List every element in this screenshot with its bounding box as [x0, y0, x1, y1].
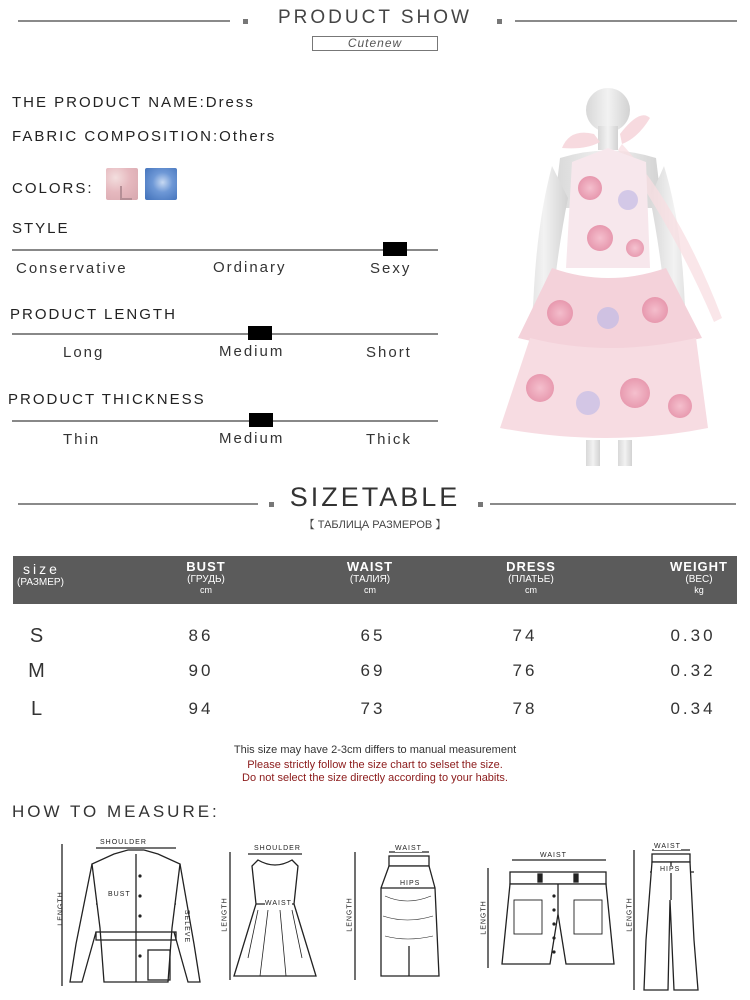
scale-option-medium: Medium: [219, 343, 285, 360]
scale-option-conservative: Conservative: [16, 260, 128, 277]
scale-line-length: [12, 333, 438, 335]
size-warning-2: Do not select the size directly according to your habits.: [242, 772, 508, 784]
cell-dress: 76: [512, 661, 538, 680]
cell-dress: 78: [512, 699, 538, 718]
cell-bust: 94: [188, 699, 214, 718]
shorts-waist-label: WAIST: [540, 852, 567, 859]
skirt-waist-label: WAIST: [395, 845, 422, 852]
scale-option-medium-thickness: Medium: [219, 430, 285, 447]
cell-size: M: [28, 660, 48, 682]
scale-line-style: [12, 249, 438, 251]
header-dot-right: [497, 19, 502, 24]
pants-waist-label: WAIST: [654, 843, 681, 850]
scale-option-thick: Thick: [366, 431, 412, 448]
jacket-bust-label: BUST: [108, 891, 131, 898]
pants-measure-diagram: [624, 840, 704, 996]
col-waist: WAIST (ТАЛИЯ) cm: [346, 559, 394, 595]
sizetable-dot-right: [478, 502, 483, 507]
shorts-length-label: LENGTH: [480, 900, 488, 935]
cell-dress: 74: [512, 626, 538, 645]
how-to-measure-title: HOW TO MEASURE:: [12, 802, 220, 821]
col-dress: DRESS (ПЛАТЬЕ) cm: [506, 559, 556, 595]
scale-title-style: STYLE: [12, 220, 70, 237]
color-swatch-pink[interactable]: [106, 168, 138, 200]
jacket-sleeve-label: SELEVE: [183, 909, 191, 944]
scale-title-thickness: PRODUCT THICKNESS: [8, 391, 206, 408]
cell-weight: 0.34: [670, 699, 716, 718]
jacket-length-label: LENGTH: [57, 891, 65, 926]
scale-marker-style: [383, 242, 407, 256]
scale-option-ordinary: Ordinary: [213, 259, 287, 276]
cell-bust: 86: [188, 626, 214, 645]
scale-title-length: PRODUCT LENGTH: [10, 306, 177, 323]
dress-shoulder-label: SHOULDER: [254, 845, 301, 852]
skirt-hips-label: HIPS: [400, 880, 421, 887]
col-weight: WEIGHT (ВЕС) kg: [670, 559, 728, 595]
col-size: size (РАЗМЕР): [17, 561, 64, 588]
size-warning-1: Please strictly follow the size chart to selset the size.: [247, 759, 503, 771]
scale-option-long: Long: [63, 344, 105, 361]
page-title: PRODUCT SHOW: [278, 7, 472, 28]
scale-line-thickness: [12, 420, 438, 422]
measurement-note: This size may have 2-3cm differs to manual measurement: [233, 744, 517, 756]
col-bust: BUST (ГРУДЬ) cm: [186, 559, 226, 595]
product-name: THE PRODUCT NAME:Dress: [12, 94, 255, 111]
jacket-measure-diagram: [52, 836, 222, 992]
brand-label: Cutenew: [312, 36, 438, 51]
cell-waist: 65: [360, 626, 386, 645]
scale-option-thin: Thin: [63, 431, 101, 448]
dress-measure-diagram: [220, 846, 330, 986]
cell-size: S: [29, 625, 47, 647]
cell-waist: 69: [360, 661, 386, 680]
cell-size: L: [30, 698, 46, 720]
colors-label: COLORS:: [12, 180, 94, 197]
scale-marker-length: [248, 326, 272, 340]
sizetable-header: [13, 556, 737, 604]
dress-length-label: LENGTH: [221, 897, 229, 932]
pants-hips-label: HIPS: [660, 866, 681, 873]
scale-option-sexy: Sexy: [370, 260, 412, 277]
sizetable-rule-right: [490, 503, 736, 505]
cell-waist: 73: [360, 699, 386, 718]
skirt-length-label: LENGTH: [346, 897, 354, 932]
scale-option-short: Short: [366, 344, 412, 361]
scale-marker-thickness: [249, 413, 273, 427]
cell-bust: 90: [188, 661, 214, 680]
header-rule-right: [515, 20, 737, 22]
skirt-measure-diagram: [345, 846, 445, 986]
color-swatch-blue[interactable]: [145, 168, 177, 200]
cell-weight: 0.30: [670, 626, 716, 645]
pants-length-label: LENGTH: [626, 897, 634, 932]
product-photo: [490, 88, 730, 468]
dress-waist-label: WAIST: [265, 900, 292, 907]
sizetable-title: SIZETABLE: [289, 482, 461, 512]
cell-weight: 0.32: [670, 661, 716, 680]
shorts-measure-diagram: [478, 852, 618, 972]
jacket-shoulder-label: SHOULDER: [100, 839, 147, 846]
sizetable-subtitle: 【 ТАБЛИЦА РАЗМЕРОВ 】: [303, 519, 447, 531]
fabric-composition: FABRIC COMPOSITION:Others: [12, 128, 277, 145]
